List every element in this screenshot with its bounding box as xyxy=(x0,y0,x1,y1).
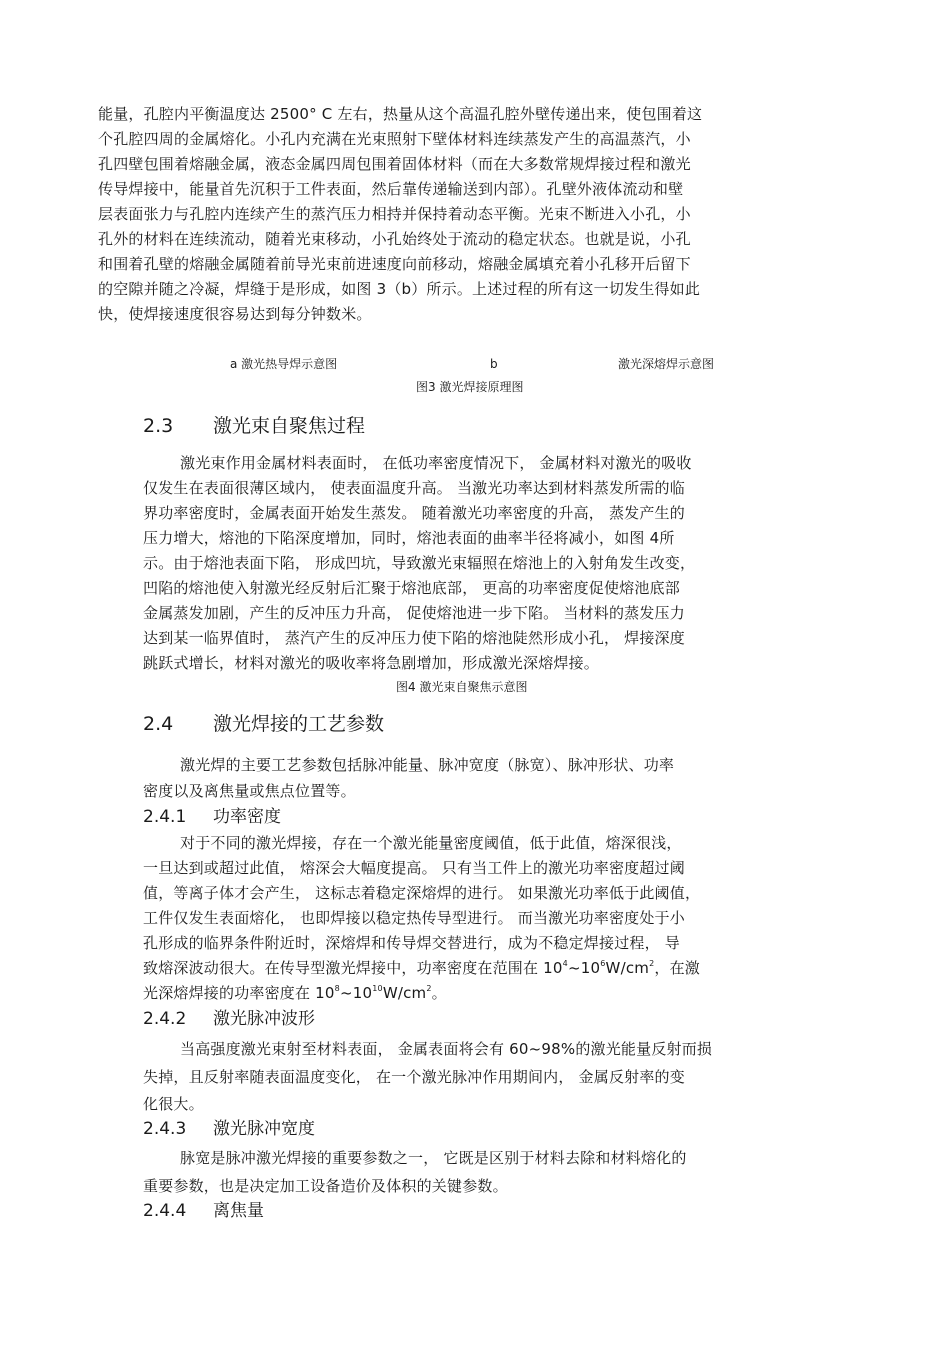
section-title: 激光焊接的工艺参数 xyxy=(213,713,385,735)
paragraph-line: 孔形成的临界条件附近时，深熔焊和传导焊交替进行，成为不稳定焊接过程， 导 xyxy=(143,934,680,952)
figure-label-b: b xyxy=(490,357,498,371)
paragraph-line: 金属蒸发加剧，产生的反冲压力升高， 促使熔池进一步下陷。 当材料的蒸发压力 xyxy=(143,604,685,622)
paragraph-line: 凹陷的熔池使入射激光经反射后汇聚于熔池底部， 更高的功率密度促使熔池底部 xyxy=(143,579,680,597)
subsection-number: 2.4.3 xyxy=(143,1119,187,1139)
paragraph-line: 能量，孔腔内平衡温度达 2500° C 左右，热量从这个高温孔腔外壁传递出来，使包围着这 xyxy=(98,105,703,123)
paragraph-line: 示。由于熔池表面下陷， 形成凹坑，导致激光束辐照在熔池上的入射角发生改变， xyxy=(143,554,696,572)
paragraph-line: 压力增大，熔池的下陷深度增加，同时，熔池表面的曲率半径将减小，如图 4所 xyxy=(143,529,675,547)
paragraph-line: 当高强度激光束射至材料表面， 金属表面将会有 60~98%的激光能量反射而损 xyxy=(180,1040,713,1058)
figure-label-deep: 激光深熔焊示意图 xyxy=(618,357,715,371)
figure-caption: 图4 激光束自聚焦示意图 xyxy=(396,680,528,694)
subsection-title: 激光脉冲波形 xyxy=(213,1009,315,1029)
paragraph-line: 工件仅发生表面熔化， 也即焊接以稳定热传导型进行。 而当激光功率密度处于小 xyxy=(143,909,685,927)
paragraph-line: 密度以及离焦量或焦点位置等。 xyxy=(143,782,356,800)
section-title: 激光束自聚焦过程 xyxy=(213,415,366,437)
paragraph-line: 的空隙并随之冷凝，焊缝于是形成，如图 3（b）所示。上述过程的所有这一切发生得如此 xyxy=(98,280,701,298)
figure-label-a: a 激光热导焊示意图 xyxy=(230,357,338,371)
subsection-heading xyxy=(143,806,281,828)
paragraph-line: 值，等离子体才会产生， 这标志着稳定深熔焊的进行。 如果激光功率低于此阈值， xyxy=(143,884,701,902)
subsection-title: 离焦量 xyxy=(213,1201,264,1221)
paragraph-line: 致熔深波动很大。在传导型激光焊接中，功率密度在范围在 $10^4\sim 10^6W/cm^2$，在激 xyxy=(143,959,700,977)
paragraph-line: 传导焊接中，能量首先沉积于工件表面，然后靠传递输送到内部）。孔壁外液体流动和壁 xyxy=(98,180,684,198)
section-heading xyxy=(143,414,365,438)
paragraph-line: 激光焊的主要工艺参数包括脉冲能量、脉冲宽度（脉宽）、脉冲形状、功率 xyxy=(180,756,675,774)
subsection-number: 2.4.2 xyxy=(143,1009,187,1029)
paragraph-line: 失掉，且反射率随表面温度变化， 在一个激光脉冲作用期间内， 金属反射率的变 xyxy=(143,1068,685,1086)
paragraph-line: 和围着孔壁的熔融金属随着前导光束前进速度向前移动，熔融金属填充着小孔移开后留下 xyxy=(98,255,691,273)
subsection-heading xyxy=(143,1118,315,1140)
paragraph-line: 仅发生在表面很薄区域内， 使表面温度升高。 当激光功率达到材料蒸发所需的临 xyxy=(143,479,685,497)
paragraph-line: 孔外的材料在连续流动，随着光束移动，小孔始终处于流动的稳定状态。也就是说，小孔 xyxy=(98,230,691,248)
paragraph-line: 化很大。 xyxy=(143,1095,204,1113)
paragraph-line: 重要参数，也是决定加工设备造价及体积的关键参数。 xyxy=(143,1177,508,1195)
paragraph-line: 一旦达到或超过此值， 熔深会大幅度提高。 只有当工件上的激光功率密度超过阈 xyxy=(143,859,685,877)
paragraph-line: 快，使焊接速度很容易达到每分钟数米。 xyxy=(98,305,372,323)
section-number: 2.4 xyxy=(143,713,174,735)
paragraph-line: 达到某一临界值时， 蒸汽产生的反冲压力使下陷的熔池陡然形成小孔， 焊接深度 xyxy=(143,629,685,647)
paragraph-line: 跳跃式增长，材料对激光的吸收率将急剧增加，形成激光深熔焊接。 xyxy=(143,654,600,672)
subsection-title: 激光脉冲宽度 xyxy=(213,1119,315,1139)
subsection-heading xyxy=(143,1008,315,1030)
section-number: 2.3 xyxy=(143,415,174,437)
paragraph-line: 界功率密度时，金属表面开始发生蒸发。 随着激光功率密度的升高， 蒸发产生的 xyxy=(143,504,685,522)
figure-caption: 图3 激光焊接原理图 xyxy=(416,380,524,394)
subsection-heading xyxy=(143,1200,264,1222)
paragraph-line: 对于不同的激光焊接，存在一个激光能量密度阈值，低于此值，熔深很浅， xyxy=(180,834,682,852)
paragraph-line: 层表面张力与孔腔内连续产生的蒸汽压力相持并保持着动态平衡。光束不断进入小孔，小 xyxy=(98,205,691,223)
paragraph-line: 激光束作用金属材料表面时， 在低功率密度情况下， 金属材料对激光的吸收 xyxy=(180,454,692,472)
paragraph-line: 脉宽是脉冲激光焊接的重要参数之一， 它既是区别于材料去除和材料熔化的 xyxy=(180,1149,687,1167)
paragraph-line: 光深熔焊接的功率密度在 $10^8\sim 10^{10}W/cm^2$。 xyxy=(143,984,447,1002)
section-heading xyxy=(143,712,384,736)
subsection-number: 2.4.1 xyxy=(143,807,187,827)
paragraph-line: 孔四壁包围着熔融金属，液态金属四周包围着固体材料（而在大多数常规焊接过程和激光 xyxy=(98,155,691,173)
subsection-number: 2.4.4 xyxy=(143,1201,187,1221)
paragraph-line: 个孔腔四周的金属熔化。小孔内充满在光束照射下壁体材料连续蒸发产生的高温蒸汽，小 xyxy=(98,130,691,148)
subsection-title: 功率密度 xyxy=(213,807,281,827)
